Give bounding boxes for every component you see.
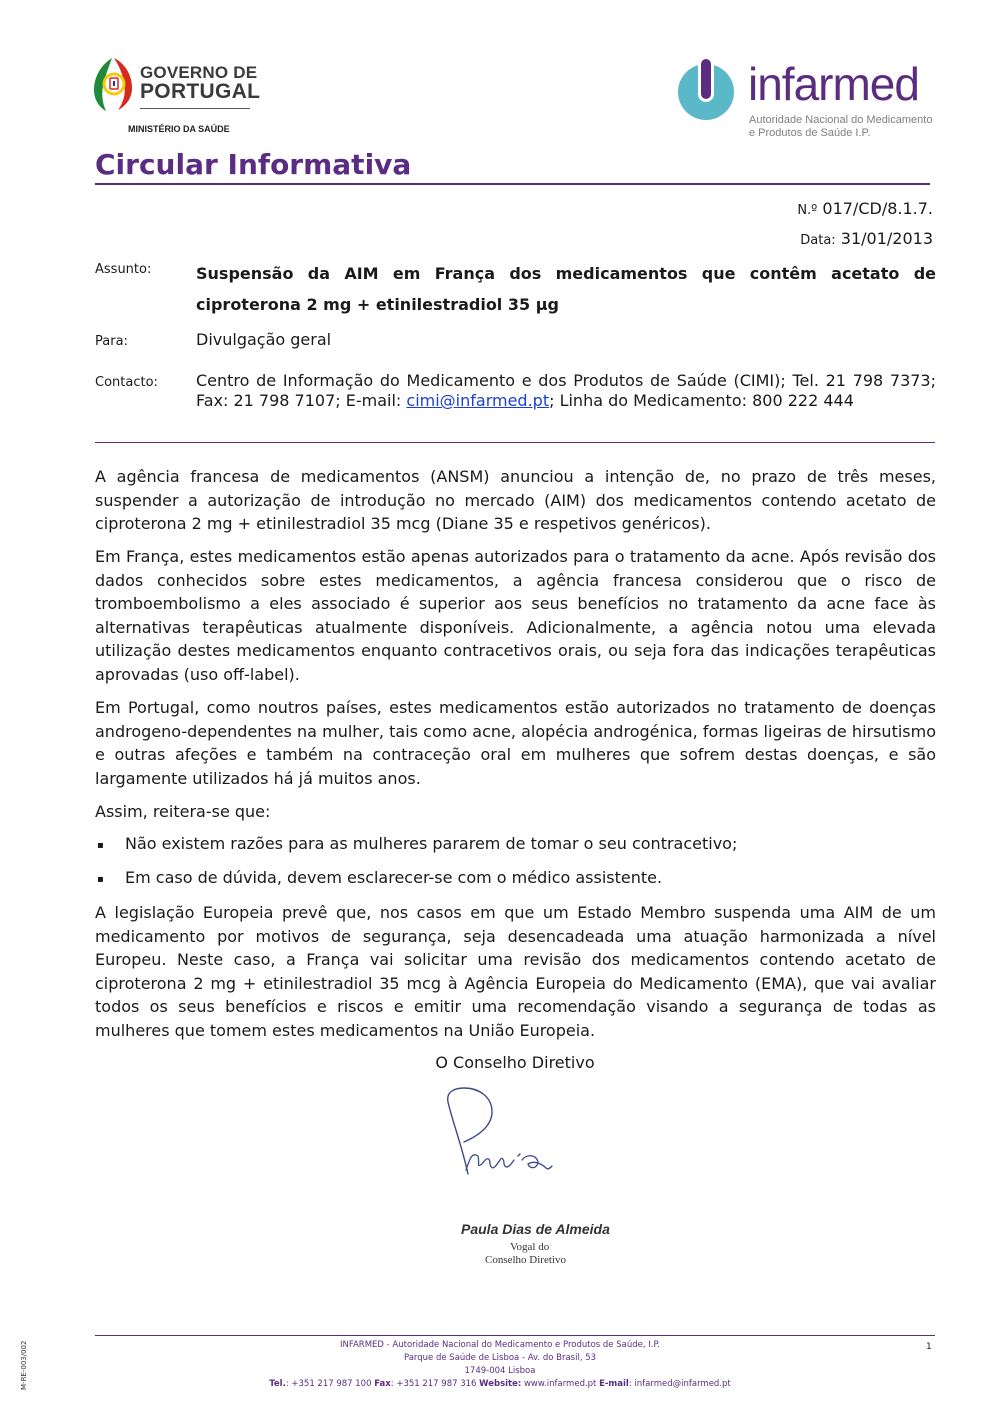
signatory-role-line1: Vogal do [510,1241,550,1253]
subject-value: Suspensão da AIM em França dos medicamentos que contêm acetato de ciproterona 2 mg + etinilestradiol 35 µg [196,264,936,314]
signatory-role-line2: Conselho Diretivo [485,1254,566,1266]
footer-email-label: E-mail [599,1379,629,1389]
footer-line3: 1749-004 Lisboa [464,1366,536,1376]
to-label: Para: [95,334,128,349]
number-label: N.º [797,203,818,218]
bullet-item: Não existem razões para as mulheres pararem de tomar o seu contracetivo; [125,834,738,853]
body-paragraph-4: Assim, reitera-se que: [95,802,271,821]
footer-email[interactable]: : infarmed@infarmed.pt [628,1379,731,1389]
infarmed-logo [676,56,936,146]
footer-line2: Parque de Saúde de Lisboa - Av. do Brasil, 53 [403,1353,597,1363]
footer-website[interactable]: www.infarmed.pt [521,1379,600,1389]
gov-logo-line1: GOVERNO DE [140,63,258,82]
gov-logo-line2: PORTUGAL [140,80,261,103]
infarmed-wordmark: infarmed [748,58,919,110]
gov-logo-divider [140,108,250,109]
subject-label: Assunto: [95,262,152,277]
governo-de-portugal-logo [92,56,262,138]
footer-fax-label: Fax [374,1379,391,1389]
bullet-marker: ▪ [97,840,104,851]
infarmed-symbol-icon [676,56,738,122]
date-value: 31/01/2013 [840,229,933,248]
footer-tel-label: Tel. [269,1379,286,1389]
infarmed-subtitle [749,114,932,140]
footer-contacts [0,1378,1000,1391]
header-divider [95,442,935,443]
signoff: O Conselho Diretivo [435,1053,595,1072]
portugal-emblem-icon [92,56,134,112]
bullet-marker: ▪ [97,874,104,885]
footer-divider [95,1335,935,1336]
footer-fax: : +351 217 987 316 [390,1379,480,1389]
body-paragraph-2: Em França, estes medicamentos estão apenas autorizados para o tratamento da acne. Após revisão dos dados conhecidos sobre estes medicamentos, a agência francesa considerou que o risco de tromboembolismo a eles associado é superior aos seus benefícios no tratamento da acne face às alternativas terapêuticas atualmente disponíveis. Adicionalmente, a agência notou uma elevada utilização destes medicamentos enquanto contracetivos orais, ou seja fora das indicações terapêuticas aprovadas (uso off-label). [95,547,936,684]
footer-website-label: Website: [479,1379,522,1389]
handwritten-signature [438,1086,558,1180]
bullet-item: Em caso de dúvida, devem esclarecer-se com o médico assistente. [125,868,663,887]
body-paragraph-5: A legislação Europeia prevê que, nos casos em que um Estado Membro suspenda uma AIM de um medicamento por motivos de segurança, seja desencadeada uma atuação harmonizada a nível Europeu. Neste caso, a França vai solicitar uma revisão dos medicamentos contendo acetato de ciproterona 2 mg + etinilestradiol 35 mcg à Agência Europeia do Medicamento (EMA), que vai avaliar todos os seus benefícios e riscos e emitir uma recomendação visando a segurança de todas as mulheres que tomem estes medicamentos na União Europeia. [95,903,936,1040]
signatory-name: Paula Dias de Almeida [461,1221,610,1237]
contact-value [196,371,936,411]
infarmed-subtitle-line2: e Produtos de Saúde I.P. [749,127,871,139]
ministry-label: MINISTÉRIO DA SAÚDE [128,124,230,134]
title-divider [95,183,930,185]
contact-text-before-email: Centro de Informação do Medicamento e dos Produtos de Saúde (CIMI); Tel. 21 798 7373; Fax: 21 798 7107; E-mail: [196,371,936,410]
footer-line1: INFARMED - Autoridade Nacional do Medicamento e Produtos de Saúde, I.P. [340,1340,660,1350]
body-paragraph-3: Em Portugal, como noutros países, estes medicamentos estão autorizados no tratamento de doenças androgeno-dependentes na mulher, tais como acne, alopécia androgénica, formas ligeiras de hirsutismo e outras afeções e também na contraceção oral em mulheres que sofrem destas doenças, e são largamente utilizados há já muitos anos. [95,698,936,788]
contact-label: Contacto: [95,375,158,390]
contact-text-after-email: ; Linha do Medicamento: 800 222 444 [549,391,854,410]
body-paragraph-1: A agência francesa de medicamentos (ANSM) anunciou a intenção de, no prazo de três meses, suspender a autorização de introdução no mercado (AIM) dos medicamentos contendo acetato de ciproterona 2 mg + etinilestradiol 35 mcg (Diane 35 e respetivos genéricos). [95,467,936,533]
contact-email-link[interactable]: cimi@infarmed.pt [406,391,550,410]
footer-tel: : +351 217 987 100 [285,1379,375,1389]
form-code: M-RE-003/002 [20,1340,28,1390]
circular-date [800,229,933,248]
date-label: Data: [800,233,836,248]
circular-number [797,199,933,218]
to-value: Divulgação geral [196,330,332,349]
infarmed-subtitle-line1: Autoridade Nacional do Medicamento [749,114,933,126]
number-value: 017/CD/8.1.7. [822,199,933,218]
page-number: 1 [926,1342,932,1352]
document-title: Circular Informativa [95,148,412,181]
